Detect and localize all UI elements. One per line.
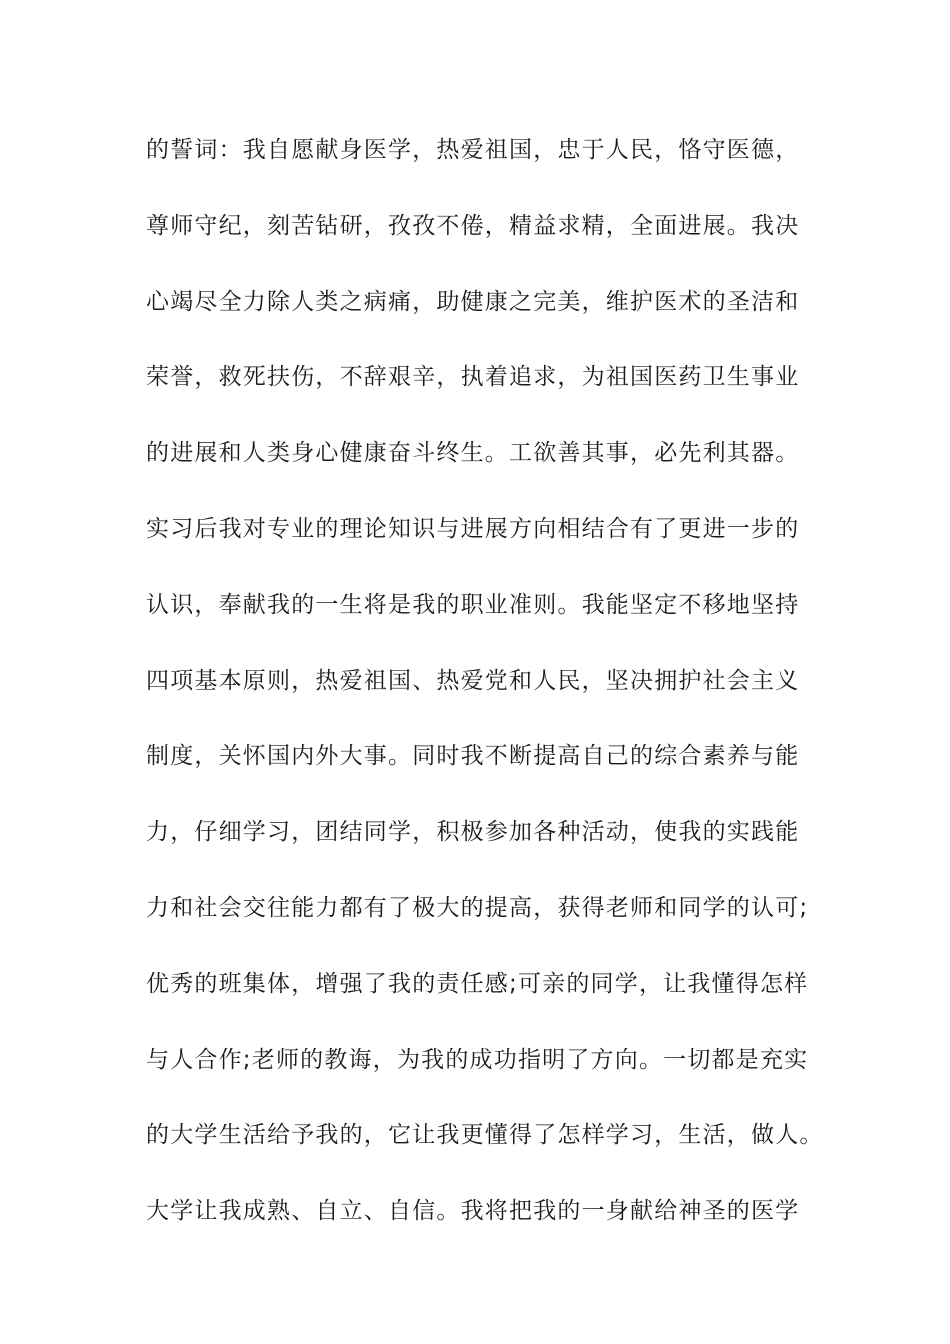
body-text <box>146 122 824 1259</box>
text-line: 实习后我对专业的理论知识与进展方向相结合有了更进一步的 <box>146 515 800 542</box>
text-line: 优秀的班集体，增强了我的责任感;可亲的同学，让我懂得怎样 <box>146 970 809 997</box>
text-line: 的大学生活给予我的，它让我更懂得了怎样学习，生活，做人。 <box>146 1122 824 1149</box>
text-line: 心竭尽全力除人类之病痛，助健康之完美，维护医术的圣洁和 <box>146 288 800 315</box>
text-line: 的誓词：我自愿献身医学，热爱祖国，忠于人民，恪守医德， <box>146 137 800 163</box>
text-line: 力和社会交往能力都有了极大的提高，获得老师和同学的认可; <box>146 894 809 921</box>
text-line: 与人合作;老师的教诲，为我的成功指明了方向。一切都是充实 <box>146 1046 809 1073</box>
text-line: 荣誉，救死扶伤，不辞艰辛，执着追求，为祖国医药卫生事业 <box>146 364 800 391</box>
text-line: 大学让我成熟、自立、自信。我将把我的一身献给神圣的医学 <box>146 1198 800 1225</box>
text-line: 的进展和人类身心健康奋斗终生。工欲善其事，必先利其器。 <box>146 440 800 467</box>
text-line: 制度，关怀国内外大事。同时我不断提高自己的综合素养与能 <box>146 743 800 770</box>
text-line: 力，仔细学习，团结同学，积极参加各种活动，使我的实践能 <box>146 819 800 846</box>
text-line: 尊师守纪，刻苦钻研，孜孜不倦，精益求精，全面进展。我决 <box>146 212 800 239</box>
text-line: 四项基本原则，热爱祖国、热爱党和人民，坚决拥护社会主义 <box>146 667 800 694</box>
text-line: 认识，奉献我的一生将是我的职业准则。我能坚定不移地坚持 <box>146 591 800 618</box>
